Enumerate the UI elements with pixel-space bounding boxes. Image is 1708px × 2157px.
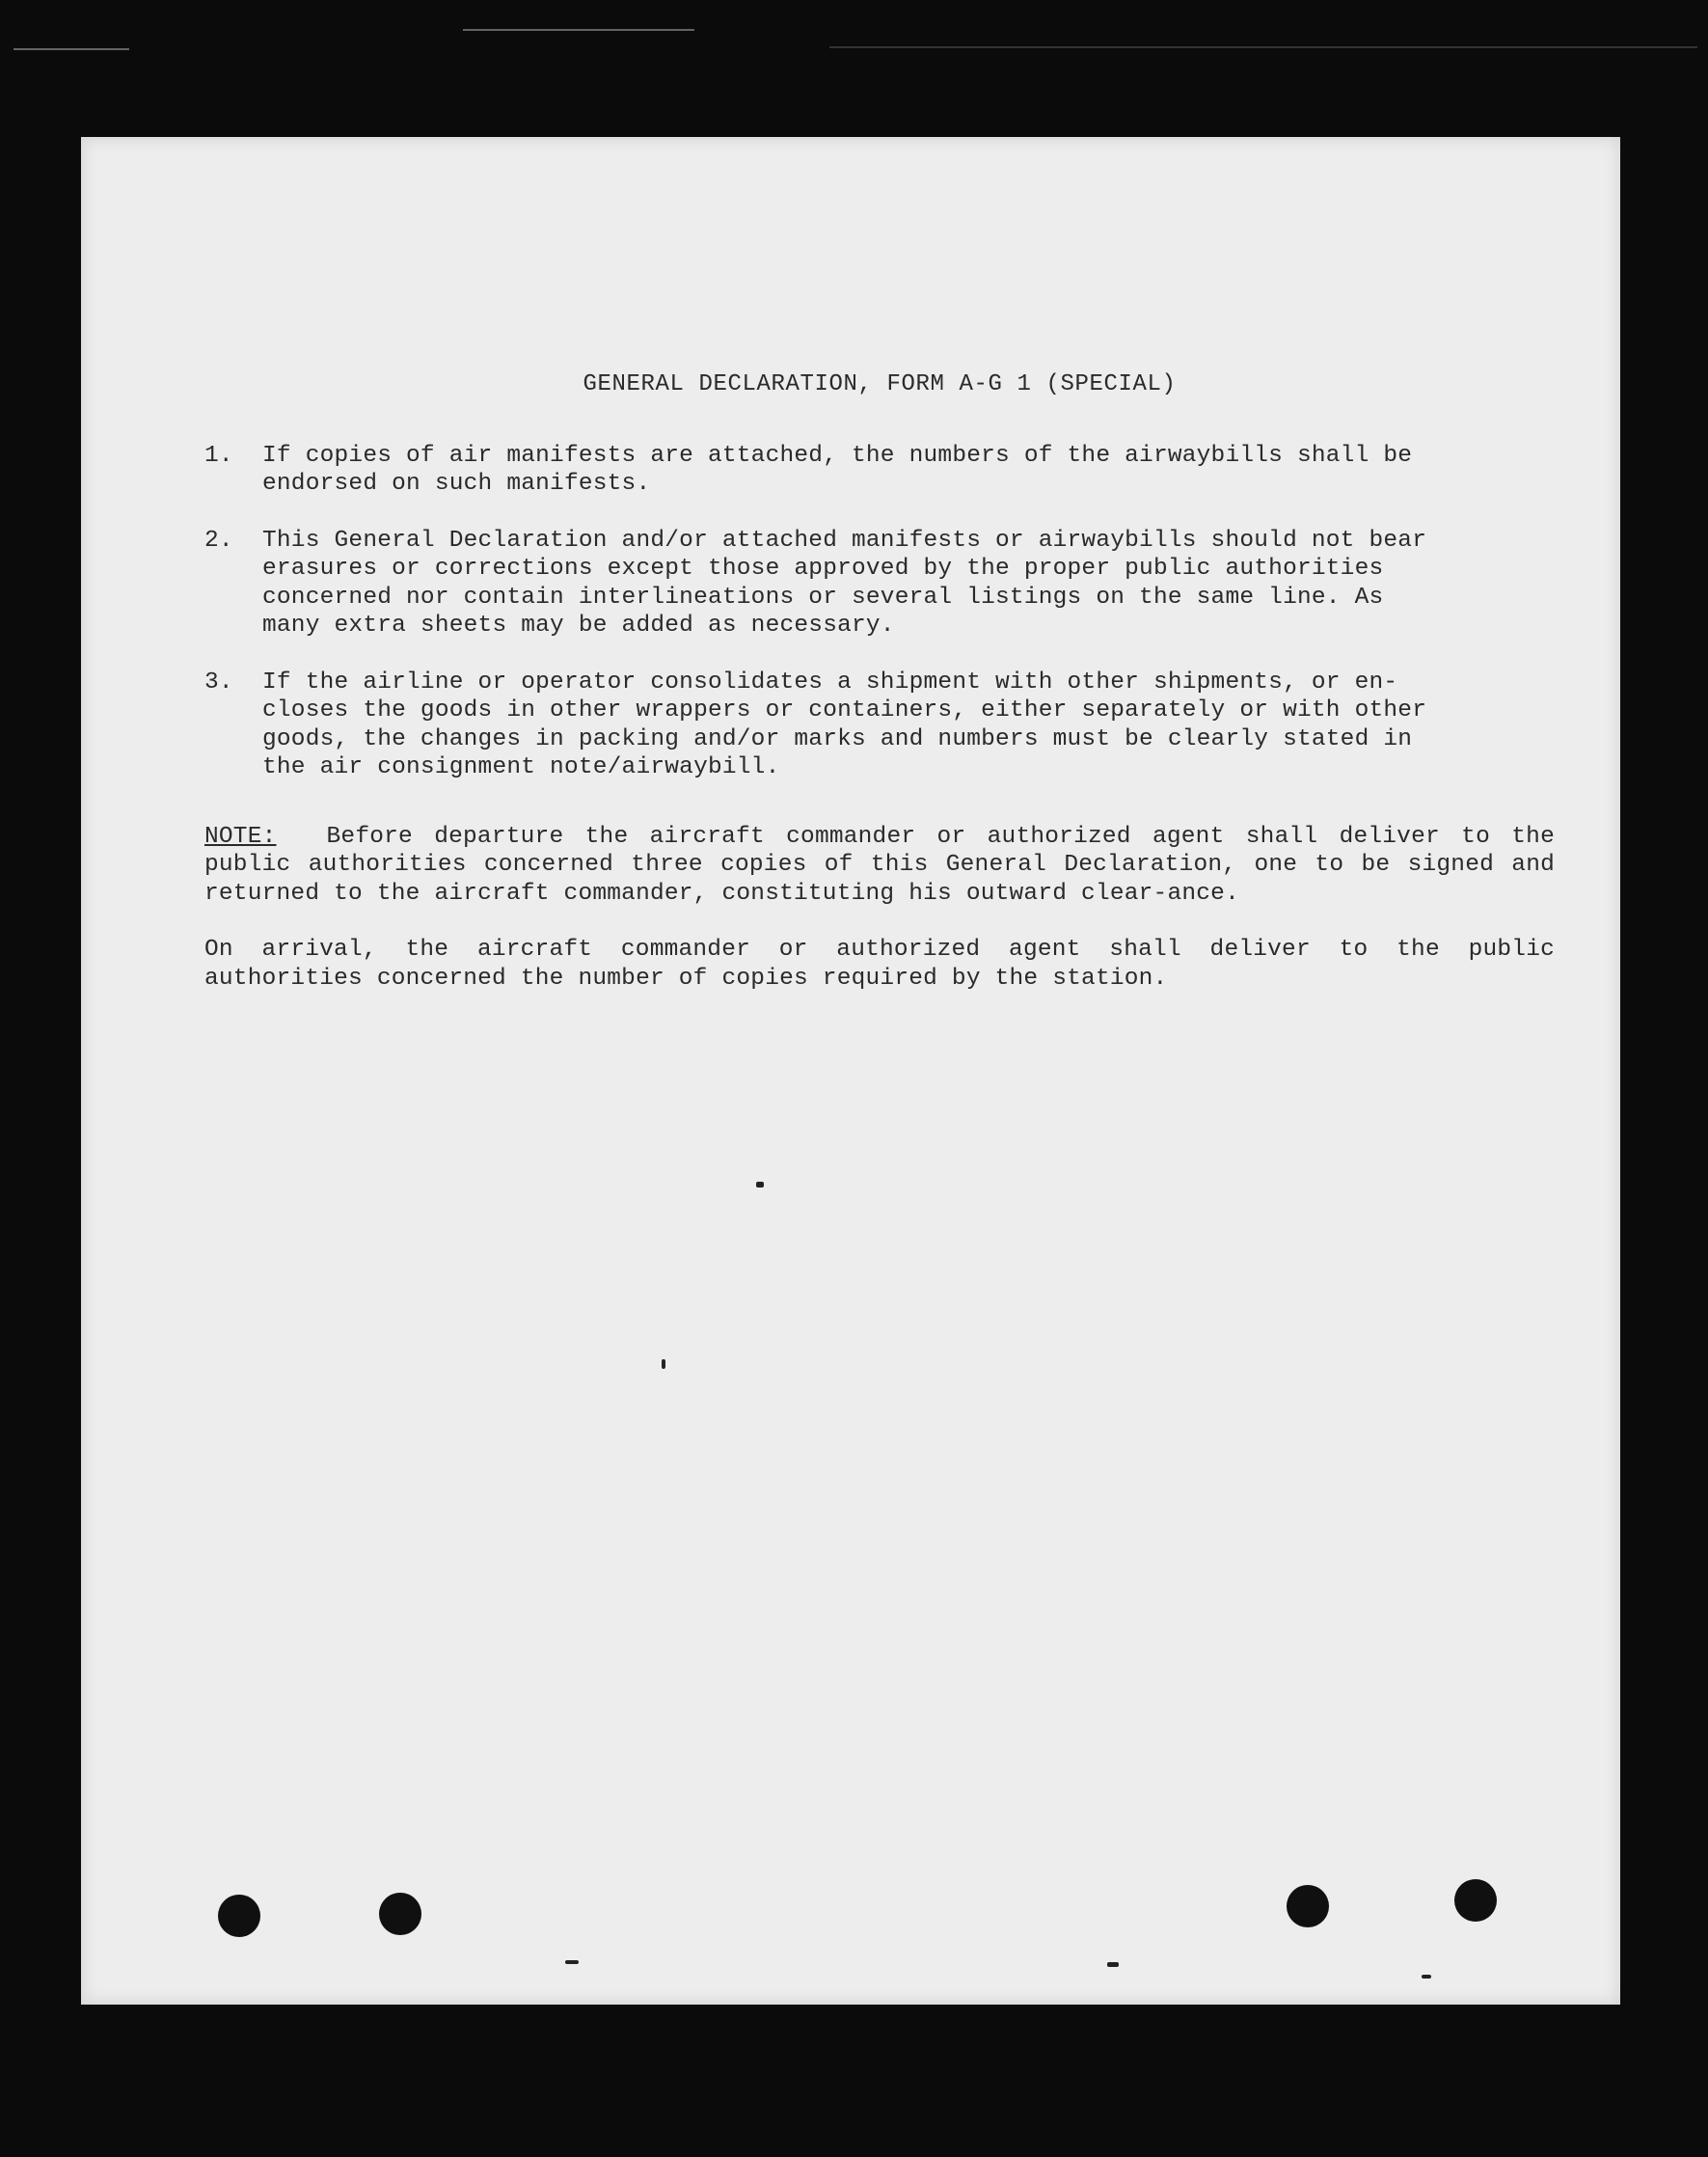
item-line: goods, the changes in packing and/or marks and numbers must be clearly stated in: [262, 725, 1413, 752]
item-text: [262, 442, 1555, 499]
punch-hole-right-1: [1287, 1885, 1329, 1927]
departure-note: [204, 823, 1555, 909]
ink-speck: [662, 1359, 665, 1369]
item-line: erasures or corrections except those approved by the proper public authorities: [262, 556, 1384, 582]
item-line: If copies of air manifests are attached, the numbers of the airwaybills shall be: [262, 442, 1413, 469]
ink-speck: [1422, 1975, 1431, 1979]
instruction-list: [204, 442, 1555, 782]
ink-speck: [565, 1960, 579, 1964]
item-line: endorsed on such manifests.: [262, 471, 651, 497]
punch-hole-left-2: [379, 1893, 421, 1935]
scan-streak-top-middle: [463, 29, 694, 31]
list-item: [204, 527, 1555, 641]
item-text: [262, 669, 1555, 782]
document-title: GENERAL DECLARATION, FORM A-G 1 (SPECIAL): [583, 371, 1177, 397]
punch-hole-left-1: [218, 1895, 260, 1937]
item-text: [262, 527, 1555, 641]
punch-hole-right-2: [1454, 1879, 1497, 1922]
ink-speck: [1107, 1962, 1119, 1967]
list-item: [204, 669, 1555, 782]
arrival-paragraph: On arrival, the aircraft commander or authorized agent shall deliver to the public authorities concerned the number of copies required by the station.: [204, 937, 1555, 992]
note-label: NOTE:: [204, 823, 277, 850]
list-item: [204, 442, 1555, 499]
item-line: the air consignment note/airwaybill.: [262, 754, 780, 780]
item-line: many extra sheets may be added as necessary.: [262, 613, 895, 639]
ink-speck: [756, 1182, 764, 1188]
item-line: If the airline or operator consolidates a shipment with other shipments, or en-: [262, 669, 1398, 696]
item-line: closes the goods in other wrappers or containers, either separately or with other: [262, 697, 1427, 724]
item-number: 3.: [204, 669, 233, 696]
item-line: This General Declaration and/or attached manifests or airwaybills should not bear: [262, 527, 1427, 554]
scan-streak-top-left: [14, 48, 129, 50]
scan-streak-top-right: [829, 46, 1697, 48]
note-text: Before departure the aircraft commander or authorized agent shall deliver to the public authorities concerned three copies of this General Declaration, one to be signed and returned to the aircraft commander, constituting his outward clear-ance.: [204, 823, 1555, 907]
paper-page: [81, 137, 1620, 2005]
document-body: [204, 370, 1555, 1017]
item-number: 2.: [204, 527, 233, 554]
item-line: concerned nor contain interlineations or several listings on the same line. As: [262, 584, 1384, 611]
item-number: 1.: [204, 442, 233, 469]
